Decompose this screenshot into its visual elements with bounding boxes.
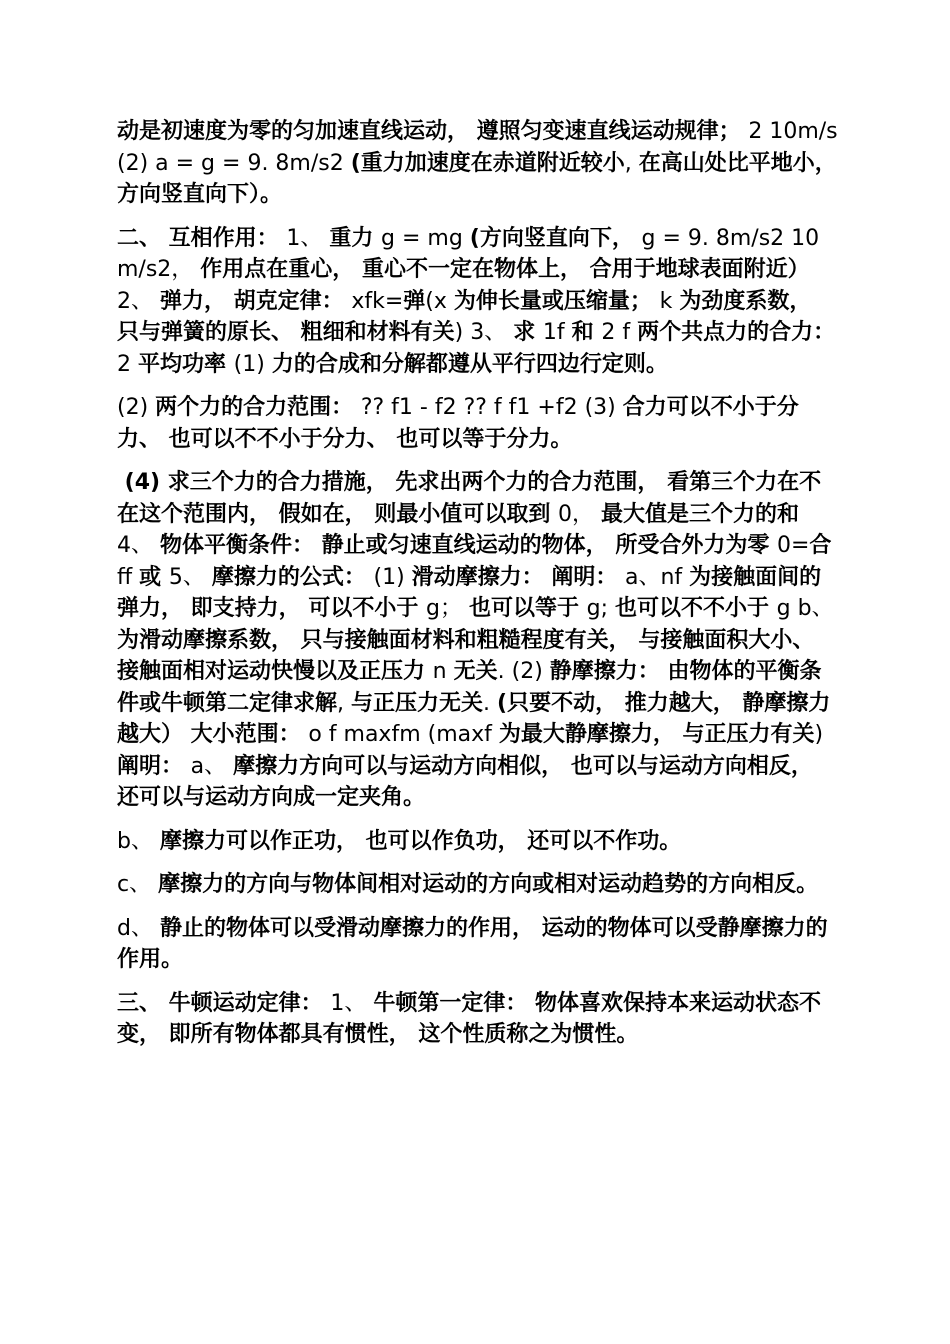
text-run: g = mg [381,225,470,251]
text-run: ) 3、 [454,320,514,345]
text-run: , [337,690,352,716]
text-run: 2、 [117,288,160,314]
text-run: 也可以不不小于 [615,596,777,621]
text-run: g； [425,596,469,621]
text-run: 动是初速度为零的匀加速直线运动， 遵照匀变速直线运动规律； [117,119,749,144]
text-run: 1f [542,320,572,345]
text-run: 两个共点力的合力： [637,320,843,345]
text-run: (x [425,288,454,314]
text-run: , [624,150,639,176]
text-run: . (2) [497,659,550,684]
text-run: (2) [117,395,156,420]
text-run: (1) [373,564,412,590]
text-run: 最大值是三个力的和 [600,501,807,527]
paragraph-kinematics-free-fall [117,116,845,211]
text-run: 静摩擦力： 由物体的平衡条件或牛顿第二定律求解 [117,659,822,716]
text-run: g b、 [776,596,841,621]
text-run: 摩擦力的公式： [211,564,374,590]
paragraph-friction-direction [117,869,839,901]
text-run: 1、 [330,990,374,1016]
text-run: 阐明： [117,753,191,779]
paragraph-three-forces-friction [117,467,839,814]
paragraph-newton-laws [117,988,839,1051]
text-run: (1) [233,351,272,377]
paragraph-friction-bodies [117,913,839,976]
text-run: g = 9. 8m/s2 10m/s2， [117,225,820,282]
paragraph-resultant-range [117,392,839,455]
text-run: 重力 [329,225,381,251]
text-run: 摩擦力可以作正功， 也可以作负功， 还可以不作功。 [159,828,682,854]
text-run: 无关 [453,659,498,684]
text-run: 摩擦力方向可以与运动方向相似， 也可以与运动方向相反， 还可以与运动方向成一定夹角。 [117,753,821,810]
text-run: b、 [117,828,160,854]
text-run: 0， [557,501,601,527]
text-run: 和 [571,320,602,345]
text-run: 5、 [168,564,212,590]
text-run: ) [814,722,831,747]
text-run: 合 [809,533,840,558]
document-page [117,116,845,1063]
text-run: k [659,288,680,314]
text-run: 2 [117,351,138,377]
text-run: a、nf [624,564,690,590]
text-run: 为滑动摩擦系数， 只与接触面材料和粗糙程度有关， 与接触面积大小、 接触面相对运动快慢以及正压力 [117,627,822,684]
text-run: 两个力的合力范围： [155,395,361,420]
text-run: 或 [139,564,169,590]
text-run: ff [117,564,140,590]
text-run: 2 10m/s(2) a = g = 9. 8m/s2 [117,119,838,176]
text-run: 在高山处比平地小， 方向竖直向下）。 [117,150,845,207]
text-run: 弹力， 胡克定律： [160,288,352,314]
text-run: 静止的物体可以受滑动摩擦力的作用， 运动的物体可以受静摩擦力的作用。 [117,915,828,972]
text-run: 物体平衡条件： 静止或匀速直线运动的物体， 所受合外力为零 [160,533,777,558]
text-run: (4) 求三个力的合力措施， 先求出两个力的合力范围， 看第三个力在不在这个范围内， 假如在， 则最小值可以取到 [117,470,822,527]
text-run: . [483,690,498,716]
text-run: 作用点在重心， 重心不一定在物体上， 合用于地球表面附近） [200,257,818,282]
text-run: (只要不动， 推力越大， 静摩擦力越大） 大小范围： [117,690,831,747]
text-run: 为最大静摩擦力， 与正压力有关 [498,722,815,747]
text-run: xfk= [351,288,404,314]
text-run: 二、 互相作用： [117,225,287,251]
text-run: 牛顿第一定律： 物体喜欢保持本来运动状态不变， 即所有物体都具有惯性， 这个性质称之为惯性。 [117,990,821,1047]
text-run: 弹 [403,288,426,314]
text-run: a、 [190,753,234,779]
text-run: 求 [513,320,543,345]
text-run: 与正压力无关 [351,690,484,716]
paragraph-interaction-forces [117,223,843,381]
text-run: 4、 [117,533,160,558]
text-run: 摩擦力的方向与物体间相对运动的方向或相对运动趋势的方向相反。 [158,872,819,897]
text-run: 0= [776,533,810,558]
text-run: n [432,659,454,684]
text-run: 三、 牛顿运动定律： [117,990,331,1016]
paragraph-friction-work [117,826,839,858]
text-run: 滑动摩擦力： 阐明： [411,564,625,590]
text-run: 平均功率 [138,351,234,377]
text-run: 为劲度系数， 只与弹簧的原长、 粗细和材料有关 [117,288,819,345]
text-run: 合力可以不小于分力、 也可以不不小于分力、 也可以等于分力。 [117,395,799,452]
text-run: 2 f [601,320,638,345]
text-run: d、 [117,915,160,941]
text-run: 力的合成和分解都遵从平行四边行定则。 [271,351,668,377]
text-run: 也可以等于 [468,596,587,621]
text-run: 1、 [286,225,330,251]
text-run: ?? f1 - f2 ?? f f1 +f2 (3) [360,395,623,420]
text-run: (重力加速度在赤道附近较小 [350,150,625,176]
text-run: o f maxfm (maxf [308,722,499,747]
text-run: (方向竖直向下， [469,225,642,251]
text-run: c、 [117,872,159,897]
text-run: g; [586,596,615,621]
text-run: 为伸长量或压缩量； [453,288,660,314]
text-run: 为接触面间的弹力， 即支持力， 可以不小于 [117,564,822,621]
